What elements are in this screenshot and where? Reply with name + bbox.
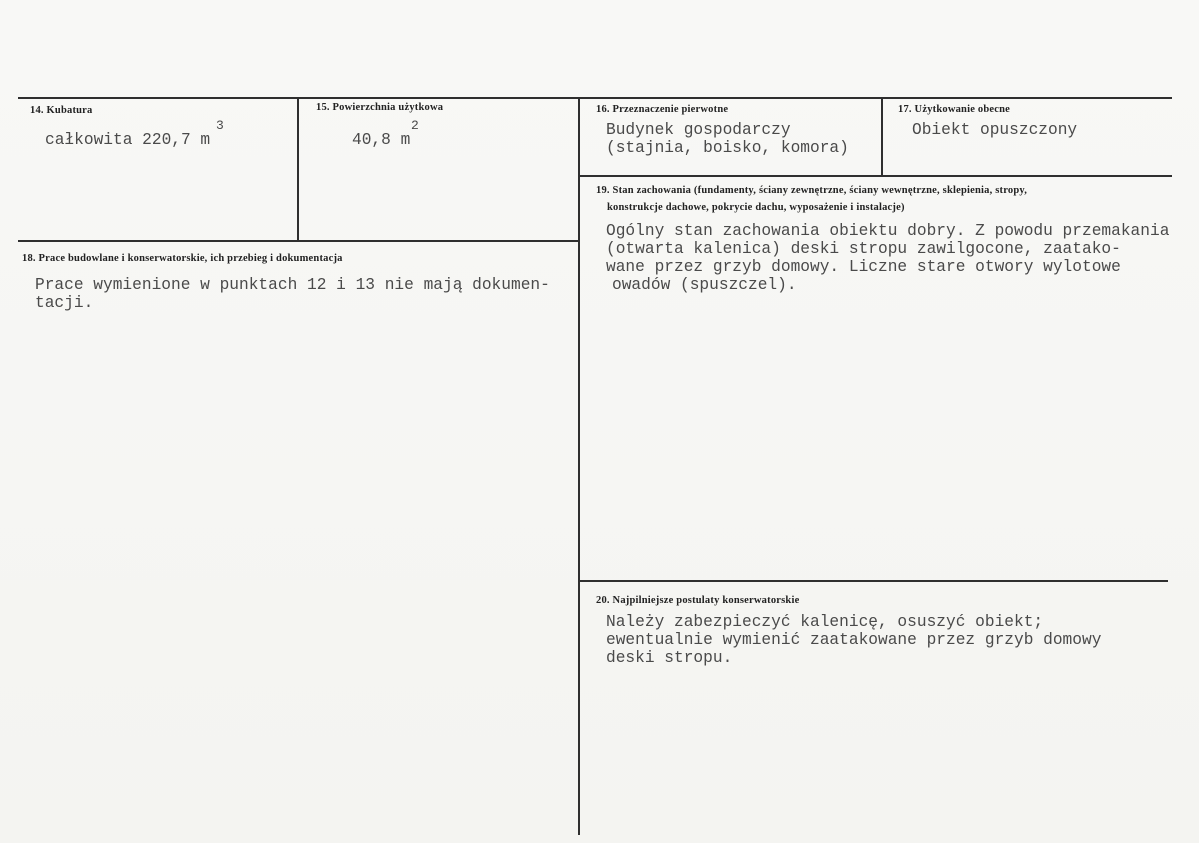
section-20-text-line: Należy zabezpieczyć kalenicę, osuszyć obiekt; (606, 613, 1044, 631)
divider-19-20 (578, 580, 1168, 582)
section-19-label-continued: konstrukcje dachowe, pokrycie dachu, wyposażenie i instalacje) (607, 202, 905, 213)
section-14-superscript: 3 (216, 118, 224, 133)
section-19-text-line: wane przez grzyb domowy. Liczne stare otwory wylotowe (606, 258, 1121, 276)
section-20-label: 20. Najpilniejsze postulaty konserwatorskie (596, 595, 800, 606)
section-19-label: 19. Stan zachowania (fundamenty, ściany zewnętrzne, ściany wewnętrzne, sklepienia, stropy, (596, 185, 1028, 196)
divider-16-19 (578, 175, 1172, 177)
section-18-text-line: tacji. (35, 294, 94, 312)
section-19-text-line: Ogólny stan zachowania obiektu dobry. Z powodu przemakania (606, 222, 1170, 240)
section-19-text-line: (otwarta kalenica) deski stropu zawilgocone, zaatako- (606, 240, 1121, 258)
section-18-text-line: Prace wymienione w punktach 12 i 13 nie mają dokumen- (35, 276, 550, 294)
section-16-text-line: (stajnia, boisko, komora) (606, 139, 849, 157)
divider-14-15 (297, 97, 299, 241)
section-16-text-line: Budynek gospodarczy (606, 121, 791, 139)
divider-14-18 (18, 240, 580, 242)
section-15-value: 40,8 m (352, 131, 411, 149)
section-15-label: 15. Powierzchnia użytkowa (316, 102, 444, 113)
section-18-label: 18. Prace budowlane i konserwatorskie, ich przebieg i dokumentacja (22, 253, 343, 264)
section-14-label: 14. Kubatura (30, 105, 93, 116)
section-15-superscript: 2 (411, 118, 419, 133)
divider-16-17 (881, 97, 883, 175)
section-17-text-line: Obiekt opuszczony (912, 121, 1078, 139)
section-20-text-line: deski stropu. (606, 649, 733, 667)
divider-main-column (578, 97, 580, 835)
section-17-label: 17. Użytkowanie obecne (898, 104, 1011, 115)
section-20-text-line: ewentualnie wymienić zaatakowane przez grzyb domowy (606, 631, 1102, 649)
form-border-top (18, 97, 1172, 99)
section-14-value: całkowita 220,7 m (45, 131, 211, 149)
section-19-text-line: owadów (spuszczel). (612, 276, 797, 294)
section-16-label: 16. Przeznaczenie pierwotne (596, 104, 729, 115)
